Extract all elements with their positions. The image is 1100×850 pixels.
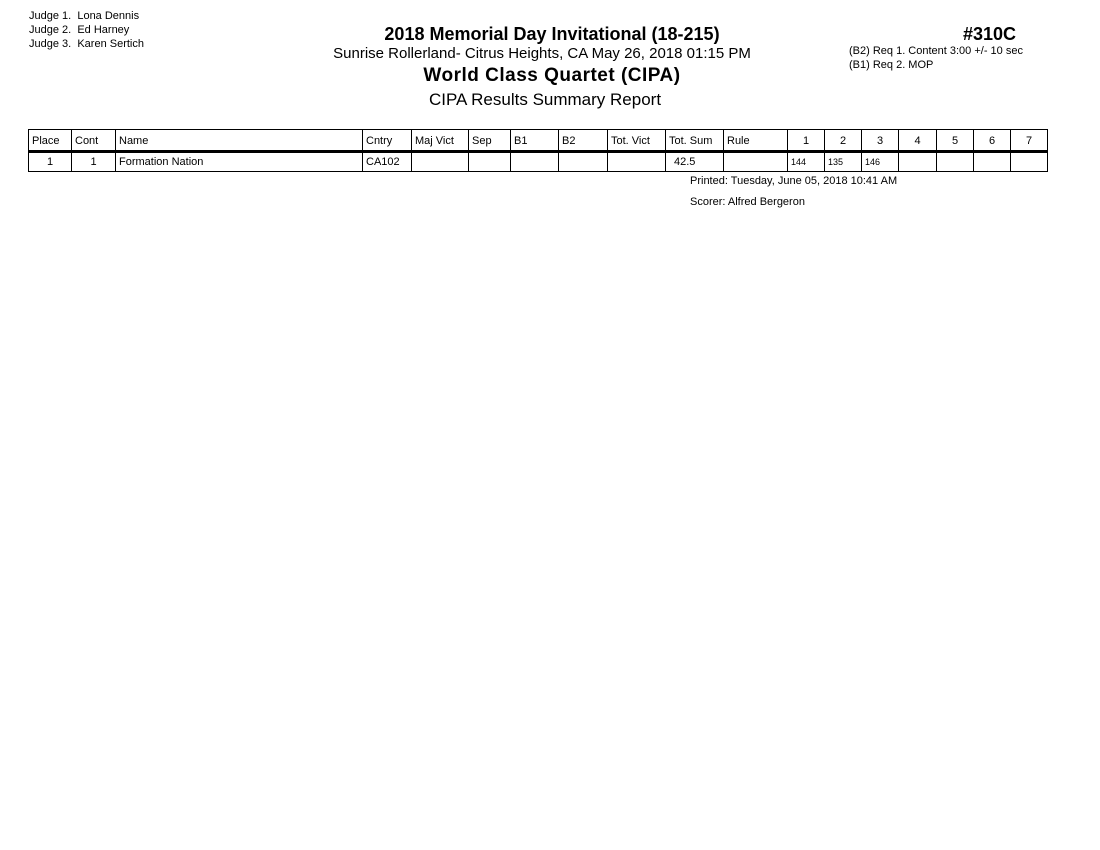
cell-maj-vict: [412, 152, 469, 172]
col-header-name: Name: [116, 130, 363, 152]
cell-cont: 1: [72, 152, 116, 172]
event-code: #310C: [963, 24, 1017, 44]
col-header-b2: B2: [559, 130, 608, 152]
col-header-tot-vict: Tot. Vict: [608, 130, 666, 152]
col-header-b1: B1: [511, 130, 559, 152]
judge-2: Judge 2. Ed Harney: [29, 24, 130, 36]
cell-cntry: CA102: [363, 152, 412, 172]
col-header-maj-vict: Maj Vict: [412, 130, 469, 152]
col-header-rule: Rule: [724, 130, 788, 152]
report-title: CIPA Results Summary Report: [428, 90, 662, 109]
cell-judge-6: [974, 152, 1011, 172]
cell-name: Formation Nation: [116, 152, 363, 172]
table-row: [29, 152, 1048, 172]
cell-place: 1: [29, 152, 72, 172]
cell-judge-2: 135: [825, 152, 862, 172]
col-header-judge-5: 5: [937, 130, 974, 152]
col-header-cntry: Cntry: [363, 130, 412, 152]
col-header-cont: Cont: [72, 130, 116, 152]
cell-tot-sum: 42.5: [666, 152, 724, 172]
col-header-judge-7: 7: [1011, 130, 1048, 152]
requirements-list: [849, 44, 1023, 72]
cell-judge-4: [899, 152, 937, 172]
col-header-judge-4: 4: [899, 130, 937, 152]
col-header-tot-sum: Tot. Sum: [666, 130, 724, 152]
table-header-row: [29, 130, 1048, 152]
cell-sep: [469, 152, 511, 172]
event-name: World Class Quartet (CIPA): [423, 65, 681, 86]
cell-b1: [511, 152, 559, 172]
cell-judge-7: [1011, 152, 1048, 172]
cell-tot-vict: [608, 152, 666, 172]
judge-1: Judge 1. Lona Dennis: [29, 10, 140, 22]
scorer-name: Scorer: Alfred Bergeron: [690, 196, 805, 208]
cell-judge-5: [937, 152, 974, 172]
col-header-judge-2: 2: [825, 130, 862, 152]
cell-b2: [559, 152, 608, 172]
col-header-place: Place: [29, 130, 72, 152]
cell-judge-3: 146: [862, 152, 899, 172]
results-table: [28, 129, 1048, 172]
requirement-1: (B2) Req 1. Content 3:00 +/- 10 sec: [849, 45, 1023, 57]
printed-timestamp: Printed: Tuesday, June 05, 2018 10:41 AM: [690, 175, 898, 187]
col-header-judge-6: 6: [974, 130, 1011, 152]
requirement-2: (B1) Req 2. MOP: [849, 59, 934, 71]
competition-title: 2018 Memorial Day Invitational (18-215): [384, 24, 720, 44]
col-header-judge-1: 1: [788, 130, 825, 152]
cell-rule: [724, 152, 788, 172]
cell-judge-1: 144: [788, 152, 825, 172]
col-header-judge-3: 3: [862, 130, 899, 152]
venue-date: Sunrise Rollerland- Citrus Heights, CA May 26, 2018 01:15 PM: [333, 45, 751, 62]
judge-3: Judge 3. Karen Sertich: [29, 38, 144, 50]
col-header-sep: Sep: [469, 130, 511, 152]
